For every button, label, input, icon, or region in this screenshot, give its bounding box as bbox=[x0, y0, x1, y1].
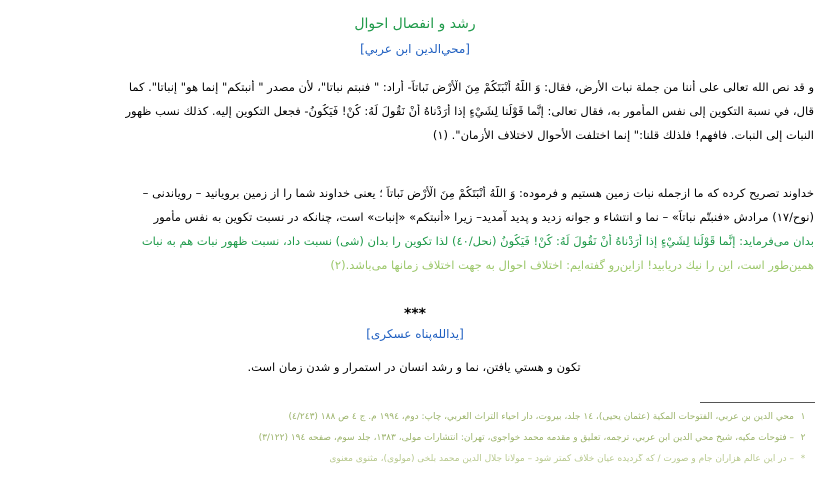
persian-line: بدان مى‌فرمايد: إِنَّما قَوْلُنا لِشَيْءٍ إِذا أَرَدْناهُ أَنْ نَقُولَ لَهُ: كُنْ! فَيَكُونُ (نحل/٤٠) لذا تكوين را بدان (شى) نسبت داد، نسبت ظهور نبات هم به نبات bbox=[141, 234, 814, 248]
footnote-text: – فتوحات مكيه، شيخ محي الدين ابن عربي، ترجمه، تعليق و مقدمه محمد خواجوى، تهران: انتشارات مولى، ١٣٨٣، جلد سوم، صفحه ١٩٤ (٣/١٢٢) bbox=[258, 433, 794, 443]
persian-summary: تكون و هستي يافتن، نما و رشد انسان در استمرار و شدن زمان است. bbox=[247, 360, 581, 374]
arabic-line: و قد نص الله تعالى على أننا من جملة نبات الأرض، فقال: وَ اللَّهُ أَنْبَتَكُمْ مِنَ الْأَرْضِ نَباتاً- أراد: " فنبتم نباتا"، لأن مصدر " أنبتكم" إنما هو" إنباتا". كما bbox=[128, 80, 814, 94]
page-title: رشد و انفصال احوال bbox=[354, 16, 476, 32]
persian-line: (نوح/١٧) مرادش «فنبتّم نباتاً» – نما و انتشاء و جوانه زديد و پديد آمديد– زيرا «أنبتكم» «إنبات» است، چنانكه در نسبت تكوين به نفس مأمور bbox=[153, 210, 814, 224]
author-heading: [محي‌الدين ابن عربي] bbox=[360, 42, 470, 56]
footnote-text: محي الدين بن عربي، الفتوحات المكية (عثمان يحيى)، ١٤ جلد، بيروت، دار احياء التراث العربي، چاپ: دوم، ١٩٩٤ م. ج ٤ ص ١٨٨ (٤/٢٤٣) bbox=[288, 412, 794, 422]
persian-line: همين‌طور است، اين را نيك دريابيد! ازاين‌رو گفته‌ايم: اختلاف احوال به جهت اختلاف زمانها مى‌باشد.(٢) bbox=[330, 258, 814, 272]
arabic-line: النبات إلى النبات. فافهم! فلذلك قلنا:" إنما اختلفت الأحوال لاختلاف الأزمان". (١) bbox=[432, 128, 814, 142]
footnote-number: * bbox=[800, 454, 806, 464]
footnote-number: ١ bbox=[800, 412, 806, 422]
arabic-line: قال، في نسبة التكوين إلى نفس المأمور به، فقال تعالى: إِنَّما قَوْلُنا لِشَيْءٍ إِذا أَرَدْناهُ أَنْ نَقُولَ لَهُ: كُنْ! فَيَكُونُ- فجعل التكوين إليه. كذلك نسب ظهور bbox=[125, 104, 814, 118]
footnote-text: – در اين عالم هزاران جام و صورت / كه گرديده عيان خلاف كمتر شود – مولانا جلال الدين محمد بلخى (مولوى)، مثنوى معنوى bbox=[329, 454, 794, 464]
author-heading-2: [يدالله‌پناه عسكرى] bbox=[366, 327, 464, 341]
footnote-number: ٢ bbox=[800, 433, 806, 443]
section-separator: *** bbox=[404, 306, 426, 322]
persian-line: خداوند تصريح كرده كه ما ازجمله نبات زمين هستيم و فرموده: وَ اللَّهُ أَنْبَتَكُمْ مِنَ الْأَرْضِ نَباتاً ؛ يعنى خداوند شما را از زمين برويانيد – روياندنى – bbox=[142, 186, 814, 200]
footnote-rule bbox=[700, 402, 815, 403]
